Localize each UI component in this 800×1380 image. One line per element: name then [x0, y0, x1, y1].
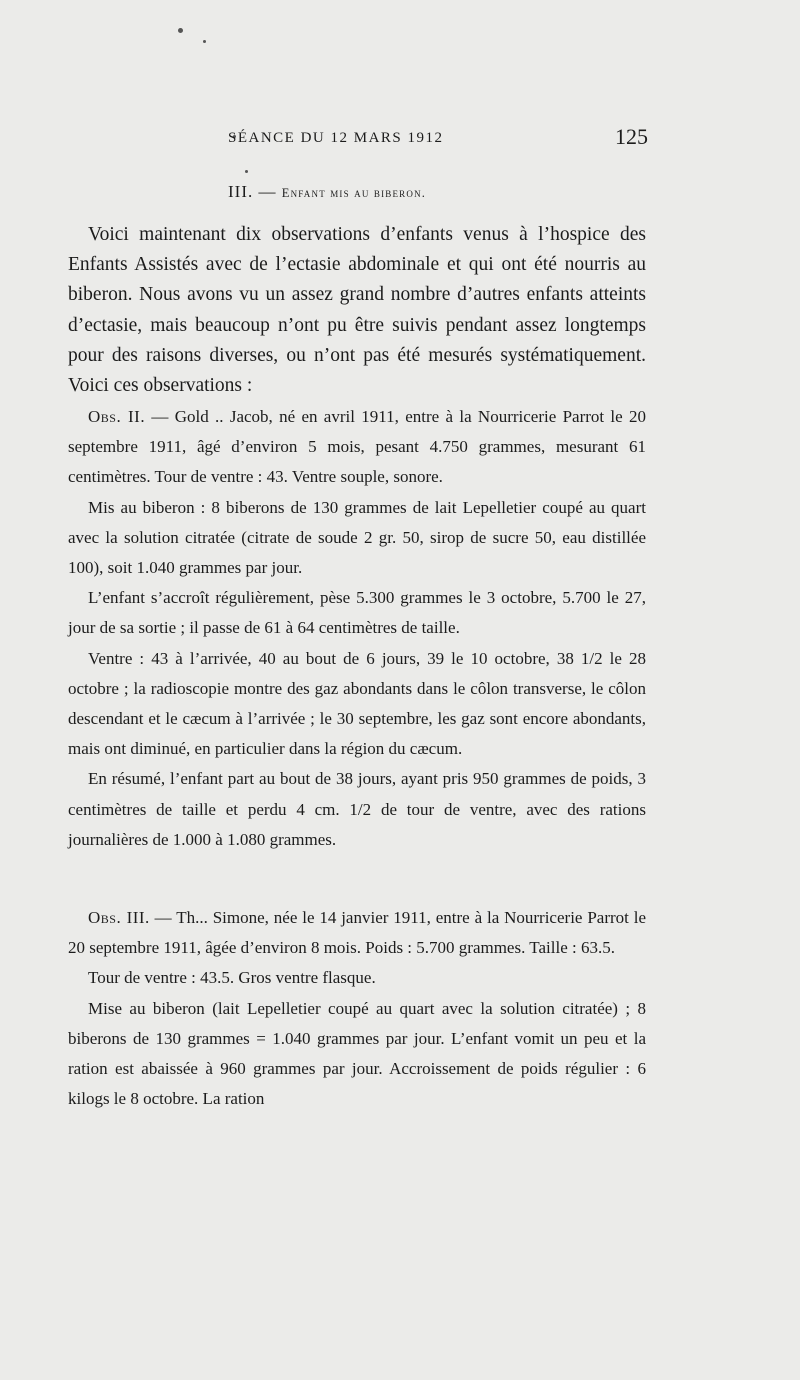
running-title: SÉANCE DU 12 MARS 1912 — [228, 130, 444, 146]
section-title-text: Enfant mis au biberon. — [281, 186, 427, 200]
obs2-paragraph-2: Mis au biberon : 8 biberons de 130 grammes de lait Lepelletier coupé au quart avec la solution citratée (citrate de soude 2 gr. 50, sirop de sucre 50, eau distillée 100), soit 1.040 grammes par jour. — [68, 497, 646, 578]
observation-3 — [68, 903, 646, 1114]
obs3-paragraph-2: Tour de ventre : 43.5. Gros ventre flasque. — [88, 968, 376, 988]
obs3-text-1: — Th... Simone, née le 14 janvier 1911, entre à la Nourricerie Parrot le 20 septembre 1911, âgée d’environ 8 mois. Poids : 5.700 grammes. Taille : 63.5. — [68, 908, 646, 958]
intro-paragraph-block — [68, 220, 646, 401]
print-speck — [178, 28, 183, 33]
intro-paragraph: Voici maintenant dix observations d’enfants venus à l’hospice des Enfants Assistés avec de l’ectasie abdominale et qui ont été nourris au biberon. Nous avons vu un assez grand nombre d’autres enfants atteints d’ectasie, mais beaucoup n’ont pu être suivis pendant assez longtemps pour des raisons diverses, ou n’ont pas été mesurés systématiquement. Voici ces observations : — [68, 224, 646, 397]
obs2-paragraph-4: Ventre : 43 à l’arrivée, 40 au bout de 6 jours, 39 le 10 octobre, 38 1/2 le 28 octobre ; la radioscopie montre des gaz abondants dans le côlon transverse, le côlon descendant et le cæcum à l’arrivée ; le 30 septembre, les gaz sont encore abondants, mais ont diminué, en particulier dans la région du cæcum. — [68, 648, 646, 759]
print-speck — [203, 40, 206, 43]
obs2-label: Obs. II. — [88, 407, 146, 426]
obs2-text-1: — Gold .. Jacob, né en avril 1911, entre à la Nourricerie Parrot le 20 septembre 1911, âgé d’environ 5 mois, pesant 4.750 grammes, mesurant 61 centimètres. Tour de ventre : 43. Ventre souple, sonore. — [68, 407, 647, 487]
running-header — [68, 124, 648, 158]
obs2-paragraph-1 — [68, 402, 646, 493]
obs3-label: Obs. III. — [88, 908, 150, 927]
section-heading — [228, 182, 426, 202]
obs2-paragraph-5: En résumé, l’enfant part au bout de 38 jours, ayant pris 950 grammes de poids, 3 centimètres de taille et perdu 4 cm. 1/2 de tour de ventre, avec des rations journalières de 1.000 à 1.080 grammes. — [68, 769, 646, 849]
section-number: III. — — [228, 182, 277, 201]
obs3-paragraph-1 — [68, 903, 646, 963]
page-number: 125 — [615, 124, 648, 149]
obs2-paragraph-3: L’enfant s’accroît régulièrement, pèse 5.300 grammes le 3 octobre, 5.700 le 27, jour de sa sortie ; il passe de 61 à 64 centimètres de taille. — [68, 588, 646, 638]
print-speck — [245, 170, 248, 173]
observation-2 — [68, 402, 646, 855]
obs3-paragraph-3: Mise au biberon (lait Lepelletier coupé au quart avec la solution citratée) ; 8 biberons de 130 grammes = 1.040 grammes par jour. L’enfant vomit un peu et la ration est abaissée à 960 grammes par jour. Accroissement de poids régulier : 6 kilogs le 8 octobre. La ration — [68, 998, 646, 1109]
